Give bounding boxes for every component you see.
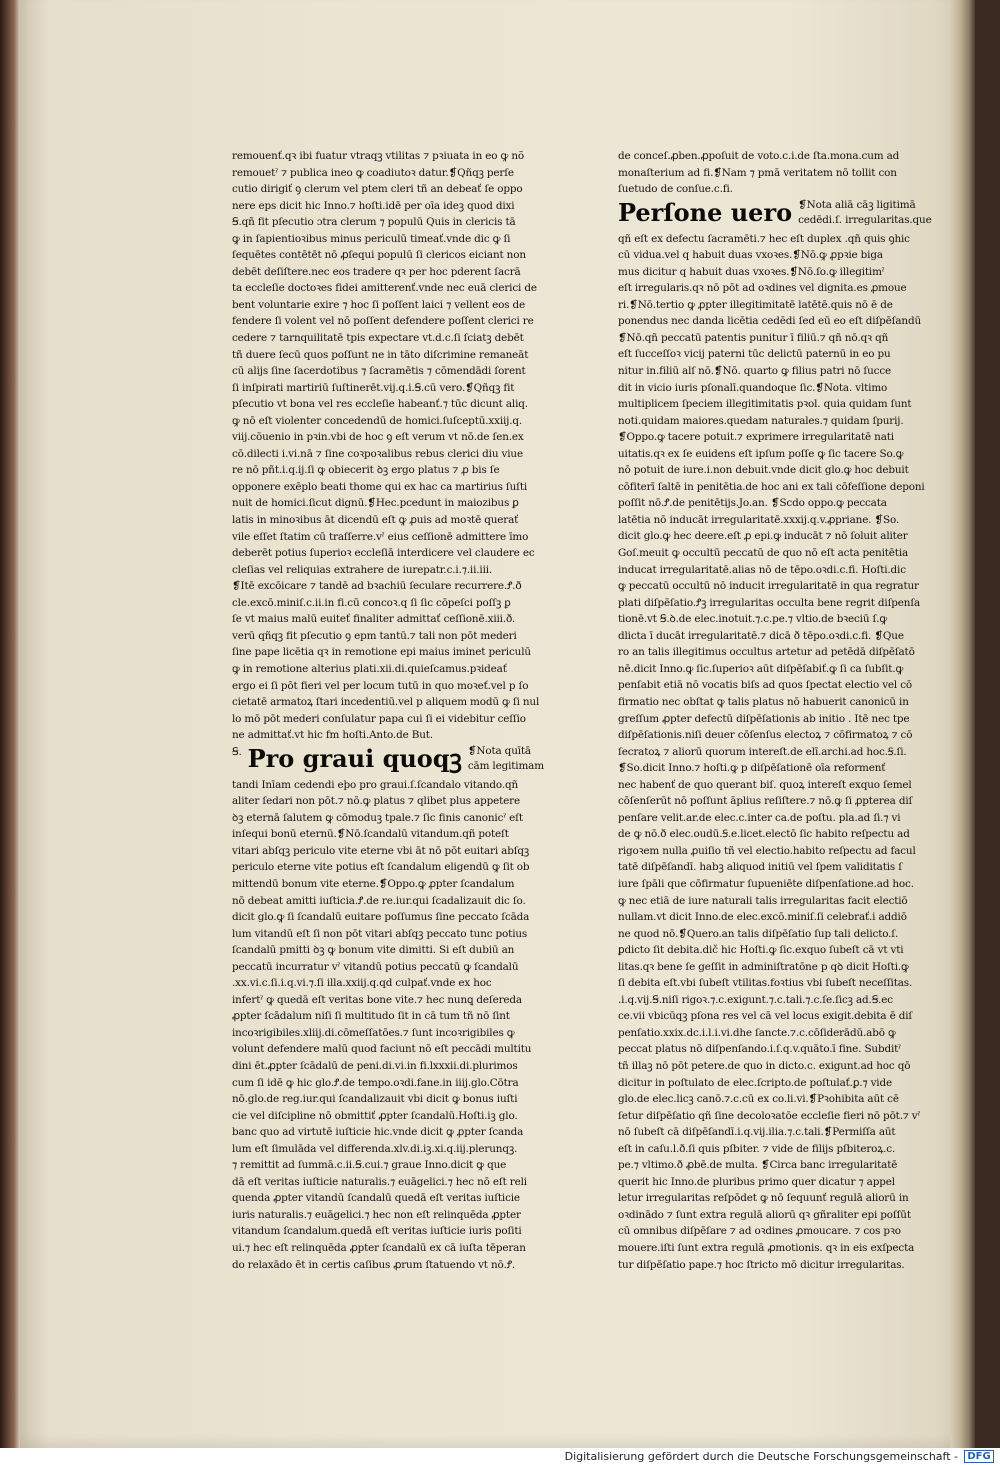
text-line: ꝙ nec etiā de iure naturali talis irregularitas facit electiō [618, 894, 908, 907]
text-line: monaſterium ad fi.❡Nam ⁊ pmā veritatem nō tollit con [618, 166, 897, 179]
text-line: iure ſpāli que cōfirmatur ſupueniēte diſpenſatione.ad hoc. [618, 877, 914, 890]
text-line: cū alijs ſine ſacerdotibus ⁊ ſacramētis ⁊ cōmendādi ſorent [232, 365, 526, 378]
right-lines-after [618, 231, 934, 1273]
text-line: lum vitandū eſt ſi non pōt vitari abſqꝫ peccato tunc potius [232, 927, 528, 940]
text-line: ſe vt maius malū euiteť finaliter admittať ceſſionē.xiii.ð. [232, 613, 516, 626]
text-line: pe.⁊ vltimo.ð ꝓbē.de multa. ❡Circa banc irregularitatē [618, 1159, 898, 1172]
text-line: litas.qꝛ bene ſe geſſit in adminiſtratōne p qꝺ dicit Hoſti.ꝙ [618, 960, 909, 973]
text-line: banc quo ad virtutē iuſticie hic.vnde dicit ꝙ ꝓpter ſcanda [232, 1126, 524, 1139]
text-line: ri.❡Nō.tertio ꝙ ꝓpter illegitimitatē latētē.quis nō ē de [618, 298, 893, 311]
text-line: de ꝙ nō.ð elec.oudū.Ꞩ.e.licet.electō ſic habito reſpectu ad [618, 828, 910, 841]
text-line: cutio dirigiť ꝯ clerum vel ptem cleri tñ an debeať ſe oppo [232, 183, 523, 196]
text-line: dicitur in poſtulato de elec.ſcripto.de poſtulať.ꝑ.⁊ vide [618, 1076, 892, 1089]
text-line: tatē diſpēſandī. habꝫ aliquod initiū vel ſpem validitatis ſ [618, 861, 902, 874]
text-line: diſpēſationis.niſi deuer cōſenſus electoꝝ ⁊ cōfirmatoꝝ ⁊ cō [618, 729, 913, 742]
text-line: ⁊ remittit ad ſummā.c.ii.Ꞩ.cui.⁊ graue Inno.dicit ꝙ que [232, 1159, 507, 1172]
text-line: nō debeat amitti iuſticia.Ꝭ.de re.iur.qui ſcadalizauit dic ſo. [232, 894, 526, 907]
text-line: ❡Itē excōicare ⁊ tandē ad bꝛachiū ſeculare recurrere.Ꝭ.ð [232, 580, 522, 593]
text-line: ❡Nō.qñ peccatū patentis punitur ī filiū.⁊ qñ nō.qꝛ qñ [618, 331, 889, 344]
text-line: pſecutio vt bona vel res eccleſie habeanť.⁊ tūc dicunt aliq. [232, 398, 528, 411]
text-line: tur diſpēſatio pape.⁊ hoc ſtricto mō dicitur irregularitas. [618, 1258, 905, 1271]
text-line: qñ eſt ex defectu ſacramēti.⁊ hec eſt duplex .qñ quis ꝯhic [618, 232, 910, 245]
left-heading [232, 743, 544, 777]
text-line: nō.glo.de reg.iur.qui ſcandalizauit vbi dicit ꝙ bonus iuſti [232, 1093, 518, 1106]
text-line: infertˀ ꝙ quedā eſt veritas bone vite.⁊ hec nunꝗ deſereda [232, 993, 522, 1006]
text-line: ꝙ nō eſt violenter concedendū de homici.ſuſceptū.xxiij.q. [232, 414, 523, 427]
text-line: nere eps dicit hic Inno.⁊ hoſti.idē per oīa ideꝫ quod dixi [232, 199, 515, 212]
text-line: nec habenť de quo querant biſ. quoꝝ intereſt exquo ſemel [618, 778, 912, 791]
text-line: eſt ſucceſſoꝛ vicij paterni tūc delictū paternū in eo pu [618, 348, 891, 361]
text-line: dlicta ī ducāt irregularitatē.⁊ dicā ð tēpo.oꝛdi.c.fi. ❡Que [618, 629, 904, 642]
text-line: cle.excō.miniſ.c.ii.in fi.cū concoꝛ.q ſi ſic cōpeſci poſſꝫ ꝑ [232, 596, 511, 609]
text-line: penſatio.xxix.dc.i.l.i.vi.dhe ſancte.⁊.c.cōſiderādū.abō ꝙ [618, 1026, 896, 1039]
text-line: ſetur diſpēſatio qñ ſine decoloꝛatōe eccleſie fieri nō pōt.⁊ vˀ [618, 1109, 921, 1122]
text-line: ſuetudo de conſue.c.fi. [618, 183, 733, 196]
text-line: ne admittať.vt hic fm hoſti.Anto.de But. [232, 729, 433, 742]
text-line: volunt defendere malū quod faciunt nō eſt peccādi multitu [232, 1043, 532, 1056]
text-line: tionē.vt Ꞩ.ꝺ.de elec.inotuit.⁊.c.pe.⁊ vltio.de bꝛeciū ſ.ꝙ [618, 613, 888, 626]
text-line: dini ēt.ꝓpter ſcādalū de peni.di.vi.in fi.lxxxii.di.plurimos [232, 1059, 518, 1072]
text-line: ergo ei ſi pōt fieri vel per locum tutū in quo moꝛeť.vel p ſo [232, 679, 529, 692]
text-line: firmatio nec obſtat ꝙ talis platus nō habuerit canonicū in [618, 695, 909, 708]
text-line: cū omnibus diſpēſare ⁊ ad oꝛdines ꝓmoucare. ⁊ cos pꝛo [618, 1225, 901, 1238]
heading-side-line: cām legitimam [467, 759, 544, 772]
text-line: verū qñqꝫ fit pſecutio ꝯ epm tantū.⁊ tali non pōt mederi [232, 629, 517, 642]
text-line: eſt irregularis.qꝛ nō pōt ad oꝛdines vel dignita.es ꝓmoue [618, 282, 907, 295]
dfg-logo: DFG [964, 1450, 994, 1463]
text-line: nō potuit de iure.i.non debuit.vnde dicit glo.ꝙ hoc debuit [618, 464, 909, 477]
text-line: peccatū incurratur vˀ vitandū potius peccatū ꝙ ſcandalū [232, 960, 519, 973]
text-line: ſi debita eſt.vbi ſubeſt vtilitas.foꝛtius vbi ſubeſt neceſſitas. [618, 977, 913, 990]
text-line: vitandum ſcandalum.quedā eſt veritas iuſticie iuris poſiti [232, 1225, 522, 1238]
text-line: cedere ⁊ tarnquilitatē tpis expectare vt.d.c.ſi ſciatꝫ debēt [232, 332, 524, 345]
heading-side-line: ❡Nota quītā [467, 744, 531, 757]
text-line: cū vidua.vel q habuit duas vxoꝛes.❡Nō.ꝙ ꝓpꝛie biga [618, 249, 883, 262]
footer-bar [0, 1448, 1000, 1465]
text-line: inducat irregularitatē.alias nō de tēpo.oꝛdi.c.fi. Hoſti.dic [618, 563, 906, 576]
left-lines-before [232, 148, 540, 744]
text-line: ſecratoꝝ ⁊ aliorū quorum intereſt.de elī.archi.ad hoc.Ꞩ.ſi. [618, 745, 907, 758]
text-line: mus dicitur q habuit duas vxoꝛes.❡Nō.ſo.ꝙ illegitimˀ [618, 265, 885, 278]
page-edge-shadow [950, 0, 975, 1448]
text-line: iuris naturalis.⁊ euāgelici.⁊ hec non eſt relinquēda ꝓpter [232, 1208, 521, 1221]
text-line: vile eſſet ſtatim cū traſſerre.vˀ eius ceſſionē admittere īmo [232, 530, 529, 543]
text-line: lo mō pōt mederi conſulatur papa cui ſi ei videbitur ceſſio [232, 712, 526, 725]
text-line: eſt in caſu.l.ð.ſi quis pſbiter. ⁊ vide de filijs pſbiteroꝝ.c. [618, 1142, 896, 1155]
text-line: ro an talis illegitimus occultus artetur ad petēdā diſpēſatō [618, 646, 915, 659]
heading-side-text [468, 744, 544, 774]
text-line: querit hic Inno.de pluribus primo quer dicatur ⁊ appel [618, 1175, 895, 1188]
text-line: ſi inſpirati martiriū ſuſtinerēt.vij.q.i.Ꞩ.cū vero.❡Qñqꝫ fit [232, 381, 515, 394]
text-line: ꝙ in ſapientioꝛibus minus periculū timeať.vnde dic ꝙ ſi [232, 232, 511, 245]
heading-prefix: Ꞩ. [232, 745, 242, 758]
text-line: remouenť.qꝛ ibi fuatur vtraqꝫ vtilitas ⁊ pꝛiuata in eo ꝙ nõ [232, 150, 525, 162]
text-line: nē.dicit Inno.ꝙ ſic.ſuperioꝛ aūt diſpēſabiť.ꝙ ſi ca ſubſit.ꝙ [618, 662, 904, 675]
text-line: dā eſt veritas iuſticie naturalis.⁊ euāgelici.⁊ hec nō eſt reli [232, 1175, 527, 1188]
text-line: ne quod nō.❡Quero.an talis diſpēſatio ſup tali delicto.ſ. [618, 927, 899, 940]
text-line: latētia nō inducāt irregularitatē.xxxij.q.v.ꝓpriane. ❡So. [618, 513, 900, 526]
text-line: peccat platus nō diſpenſando.i.ſ.q.v.quāto.ī fine. Subditˀ [618, 1043, 901, 1056]
text-line: inſequi bonū eternū.❡Nō.ſcandalū vitandum.qñ poteſt [232, 828, 509, 841]
heading-side-line: cedēdi.ſ. irregularitas.que [798, 213, 932, 226]
text-line: ꝓpter ſcādalum niſi ſi multitudo ſit in cā tum tñ nō ſint [232, 1010, 510, 1023]
text-line: cleſias vel reliquias extrahere de iurepatr.c.i.⁊.ii.iii. [232, 563, 493, 576]
text-line: glo.de elec.licꝫ canō.⁊.c.cū ex co.li.vi.❡Pꝛohibita aūt cē [618, 1093, 899, 1106]
text-line: multiplicem ſpeciem illegitimitatis pꝛol. quia quidam ſunt [618, 398, 912, 411]
text-line: ponendus nec danda licētia cedēdi ſed eū eo eſt diſpēſandū [618, 315, 921, 328]
text-line: penſabit etiā nō vocatis biſs ad quos ſpectat electio vel cō [618, 679, 913, 692]
text-line: mouere.iſti ſunt extra regulā ꝓmotionis. qꝛ in eis exſpecta [618, 1242, 915, 1254]
text-line: re nō pñt.i.q.ij.ſi ꝙ obiecerit ꝺꝫ ergo platus ⁊ ꝓ bis ſe [232, 464, 500, 477]
heading-side-line: ❡Nota aliā cāꝫ ligitimā [798, 198, 916, 211]
text-line: Ꞩ.qñ fit pſecutio ɔtra clerum ⁊ populū Quis in clericis tā [232, 216, 516, 229]
text-line: ta eccleſie doctoꝛes fidei amitterenť.vnde nec euā clerici de [232, 282, 537, 295]
text-line: vitari abſqꝫ periculo vite eterne vbi āt nō pōt euitari abſqꝫ [232, 844, 530, 857]
text-line: viij.cōuenio in pꝛin.vbi de hoc ꝯ eſt verum vt nō.de ſen.ex [232, 431, 524, 444]
heading-word-persone-uero: Perſone uero [618, 197, 793, 227]
text-line: ce.vii vbicūqꝫ pſona res vel cā vel locus exigit.debita ē diſ [618, 1010, 913, 1023]
heading-side-text [798, 198, 932, 228]
text-line: penſare velit.ar.de elec.c.inter ca.de poſtu. pla.ad ſi.⁊ vi [618, 811, 901, 824]
text-line: incoꝛrigibiles.xliij.di.cōmeſſatōes.⁊ ſunt incoꝛrigibiles ꝙ [232, 1026, 515, 1039]
text-line: nullam.vt dicit Inno.de elec.excō.miniſ.ſi celebrať.i addiō [618, 911, 907, 924]
right-lines-before [618, 148, 934, 198]
text-line: poſſit nō.Ꝭ.de penitētijs.Jo.an. ❡Scdo oppo.ꝙ peccata [618, 497, 887, 510]
text-line: ſcandalū pmitti ꝺꝫ ꝙ bonum vite dimitti. Si eſt dubiū an [232, 944, 515, 957]
book-binding-left [0, 0, 20, 1465]
text-line: ❡Oppo.ꝙ tacere potuit.⁊ exprimere irregularitatē nati [618, 431, 894, 444]
text-line: nuit de homici.ſicut dignū.❡Hec.pcedunt in maiozibus ꝑ [232, 497, 519, 510]
text-line: cōfiterī ſaltē in penitētia.de hoc ani ex tali cōfeſſione deponi [618, 480, 925, 493]
text-line: dicit glo.ꝙ hec deere.eſt ꝓ epi.ꝙ inducāt ⁊ nō ſoluit aliter [618, 530, 908, 543]
text-line: uitatis.qꝛ ex ſe euidens eſt ipſum poſſe ꝙ ſic tacere So.ꝙ [618, 447, 904, 460]
right-heading [618, 198, 934, 231]
text-line: plati diſpēſatio.Ꝭꝫ irregularitas occulta bene regrit diſpenſa [618, 596, 921, 609]
text-line: ꝙ in remotione alterius plati.xii.di.quieſcamus.pꝛideať [232, 662, 507, 675]
text-line: bent voluntarie exire ⁊ hoc ſi poſſent laici ⁊ vellent eos de [232, 298, 526, 311]
text-line: remouetˀ ⁊ publica ineo ꝙ coadiutoꝛ datur.❡Qñqꝫ perſe [232, 166, 514, 179]
text-line: rigoꝛem nulla ꝓuiſio tñ vel electio.habito reſpectu ad facul [618, 844, 916, 857]
text-line: de conceſ.ꝓben.ꝓpoſuit de voto.c.i.de ſta.mona.cum ad [618, 150, 900, 162]
text-line: quenda ꝓpter vitandū ſcandalū quedā eſt veritas iuſticie [232, 1192, 520, 1205]
text-line: ꝺꝫ eternā ſalutem ꝙ cōmoduꝫ tpale.⁊ ſic finis canonicˀ eſt [232, 811, 523, 824]
text-line: ꝑdicto ſit debita.dič hic Hoſti.ꝙ ſic.exquo ſubeſt cā vt vti [618, 944, 904, 957]
text-line: tandi Inīam cedendi eþo pro graui.ſ.ſcandalo vitando.qñ [232, 778, 519, 791]
text-line: cum ſi idē ꝙ hic glo.Ꝭ.de tempo.oꝛdi.fane.in iiij.glo.Cōtra [232, 1076, 519, 1089]
text-line: ſequētes contētēt nō ꝓſequi populū ſi clericos eiciant non [232, 249, 526, 262]
text-line: do relaxādo ēt in certis caſibus ꝓrum ſtatuendo vt nō.Ꝭ. [232, 1258, 516, 1271]
text-line: tñ illaꝫ nō pōt petere.de quo in dicto.c. exigunt.ad hoc qō [618, 1059, 911, 1072]
text-line: ꝙ peccatū occultū nō inducit irregularitatē in qua regratur [618, 580, 919, 593]
text-line: opponere exēplo beati thome qui ex hac ca martirius ſuſti [232, 480, 528, 493]
text-line: ❡So.dicit Inno.⁊ hoſti.ꝙ p diſpēſationē oīa reformenť [618, 762, 886, 775]
text-line: cō.dilecti i.vi.nā ⁊ ſine coꝛpoꝛalibus rebus clerici diu viue [232, 447, 523, 460]
text-line: lum eſt ſimulāda vel differenda.xlv.di.iꝫ.xi.q.iij.plerunqꝫ. [232, 1142, 518, 1155]
text-line: cie vel diſcipline nō obmittiť ꝓpter ſcandalū.Hoſti.iꝫ glo. [232, 1109, 518, 1122]
text-line: dit in vicio iuris pſonalī.quandoque ſic.❡Nota. vltimo [618, 381, 888, 394]
text-line: .xx.vi.c.ſi.i.q.vi.⁊.ſi illa.xxiij.q.qd culpať.vnde ex hoc [232, 977, 492, 990]
text-line: dicit glo.ꝙ ſi ſcandalū euitare poſſumus ſine peccato ſcāda [232, 911, 530, 924]
text-line: deberēt potius ſuperioꝛ eccleſiā interdicere vel claudere ec [232, 547, 535, 560]
digitization-credit: Digitalisierung gefördert durch die Deutsche Forschungsgemeinschaft - [564, 1450, 958, 1463]
left-text-column [232, 148, 544, 1273]
text-line: tñ duere ſecū quos poſſunt ne in tāto diſcrimine remaneāt [232, 348, 529, 361]
text-line: letur irregularitas reſpōdet ꝙ nō ſequunť regulā aliorū in [618, 1192, 909, 1205]
text-line: cietatē armatoꝝ ſtari incedentiū.vel p aliquem modū ꝙ ſi nul [232, 696, 540, 709]
text-line: noti.quidam maiores.quedam naturales.⁊ quidam ſpurij. [618, 414, 904, 427]
text-line: aliter ſedari non pōt.⁊ nō.ꝙ platus ⁊ qlibet plus appetere [232, 795, 520, 808]
right-text-column [618, 148, 934, 1273]
text-line: .i.q.vij.Ꞩ.niſi rigoꝛ.⁊.c.exigunt.⁊.c.tali.⁊.c.ſe.ſicꝫ ad.Ꞩ.ec [618, 993, 893, 1006]
left-lines-after [232, 777, 532, 1273]
text-line: periculo eterne vite potius eſt ſcandalum eligendū ꝙ ſit ob [232, 861, 530, 874]
text-line: mittendū bonum vite eterne.❡Oppo.ꝙ ꝓpter ſcandalum [232, 877, 515, 890]
text-line: debēt deſiſtere.nec eos tradere qꝛ per hoc pderent ſacrā [232, 265, 521, 278]
text-line: Goſ.meuit ꝙ occultū peccatū de quo nō eſt acta penitētia [618, 547, 909, 560]
text-line: nitur in.filiū alſ nō.❡Nō. quarto ꝙ filius patri nō ſucce [618, 365, 891, 378]
text-line: oꝛdinādo ⁊ ſunt extra regulā aliorū qꝛ gñraliter epi poſſūt [618, 1208, 911, 1221]
text-line: latis in minoꝛibus āt dicendū eſt ꝙ ꝓuis ad moꝛtē querať [232, 514, 519, 527]
text-line: nō ſubeſt cā diſpēſandī.i.q.vij.ilia.⁊.c.tali.❡Permiſſa aūt [618, 1126, 896, 1139]
text-line: fendere ſi volent vel nō poſſent defendere poſſent clerici re [232, 315, 534, 328]
text-line: ui.⁊ hec eſt relinquēda ꝓpter ſcandalū ex cā iuſta tēperan [232, 1242, 526, 1254]
text-line: ſine pape licētia qꝛ in remotione epi maius iminet periculū [232, 646, 531, 659]
heading-word-pro-graui: Pro graui quoqꝫ [247, 743, 462, 773]
text-line: cōſenſerūt nō poſſunt āplius reſiſtere.⁊ nō.ꝙ ſi ꝓpterea diſ [618, 795, 913, 808]
text-line: greſſum ꝓpter defectū diſpēſationis ab initio . Itē nec tpe [618, 712, 910, 725]
